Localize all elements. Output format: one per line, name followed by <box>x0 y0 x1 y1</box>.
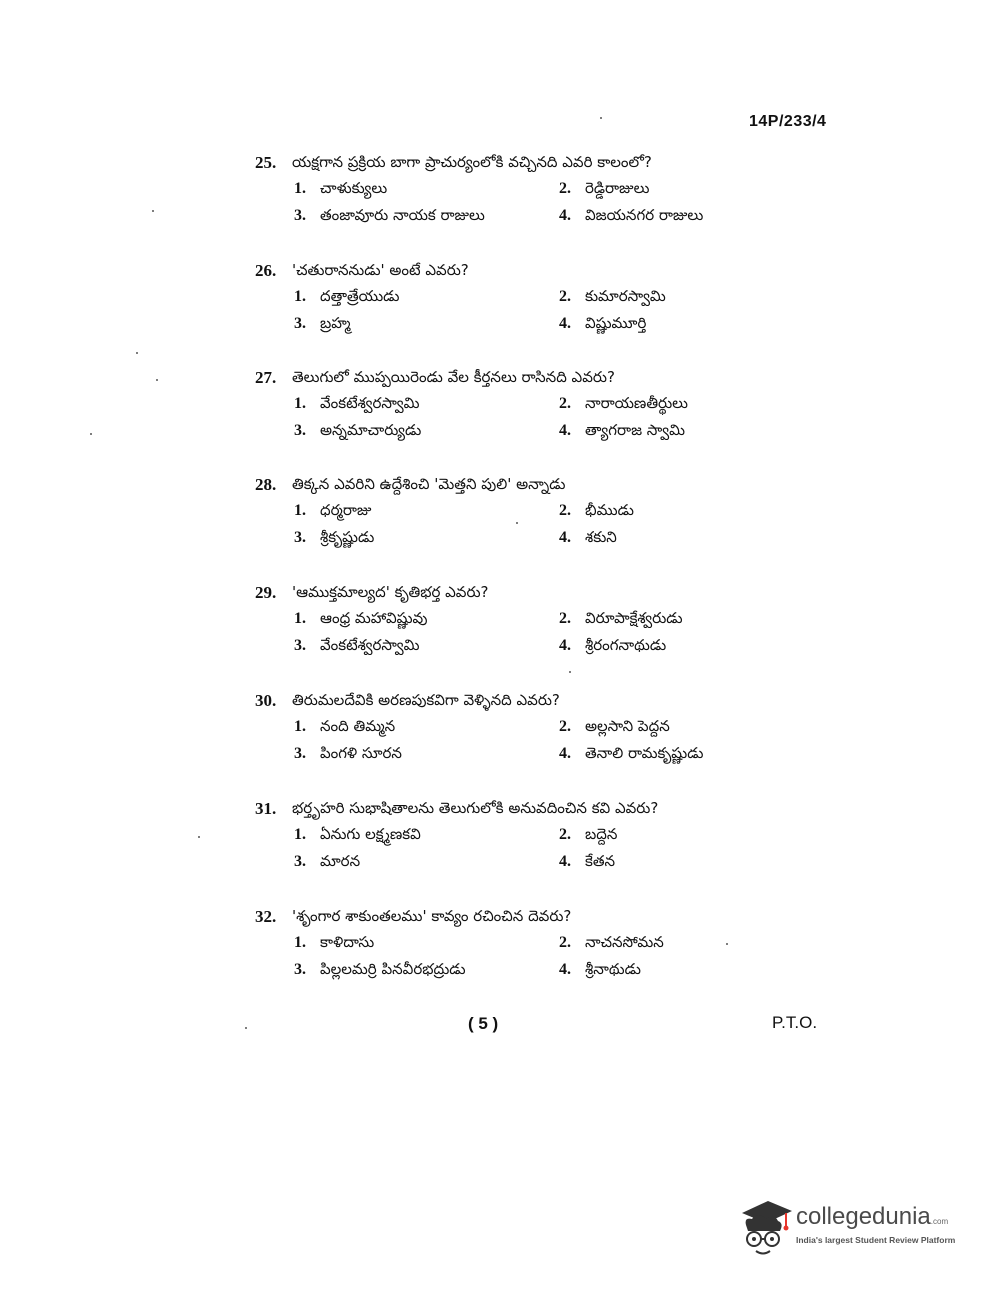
option-number: 2. <box>559 288 571 305</box>
option-3 <box>294 206 485 228</box>
option-number: 2. <box>559 610 571 627</box>
option-text: రెడ్డిరాజులు <box>585 179 650 197</box>
option-1 <box>294 717 395 739</box>
option-text: విష్ణుమూర్తి <box>585 314 647 332</box>
option-3 <box>294 314 351 336</box>
brand-suffix: .com <box>930 1217 949 1226</box>
question-number: 27. <box>255 368 277 387</box>
option-text: నారాయణతీర్థులు <box>585 394 688 412</box>
option-text: ఏనుగు లక్ష్మణకవి <box>320 825 421 843</box>
option-1 <box>294 825 421 847</box>
option-number: 3. <box>294 961 306 978</box>
option-number: 4. <box>559 637 571 654</box>
option-2 <box>559 394 688 416</box>
question-number: 30. <box>255 691 277 710</box>
scan-speck <box>198 836 200 838</box>
option-text: కాళిదాసు <box>320 933 375 951</box>
option-number: 4. <box>559 853 571 870</box>
option-number: 2. <box>559 502 571 519</box>
option-number: 4. <box>559 422 571 439</box>
scan-speck <box>156 379 158 381</box>
option-number: 4. <box>559 207 571 224</box>
scan-speck <box>152 210 154 212</box>
question-number: 26. <box>255 261 277 280</box>
question-text: తెలుగులో ముప్పయిరెండు వేల కీర్తనలు రాసినది ఎవరు? <box>292 368 615 386</box>
scan-speck <box>516 522 518 524</box>
option-number: 1. <box>294 934 306 951</box>
option-3 <box>294 744 402 766</box>
option-number: 1. <box>294 718 306 735</box>
option-number: 4. <box>559 961 571 978</box>
option-text: బద్దెన <box>585 825 618 843</box>
pto-label: P.T.O. <box>772 1013 818 1032</box>
option-3 <box>294 960 466 982</box>
option-number: 3. <box>294 207 306 224</box>
option-number: 4. <box>559 315 571 332</box>
option-1 <box>294 933 374 955</box>
option-text: కేతన <box>585 852 616 870</box>
option-number: 2. <box>559 934 571 951</box>
option-number: 3. <box>294 745 306 762</box>
option-2 <box>559 825 617 847</box>
option-number: 4. <box>559 529 571 546</box>
question-text: 'చతురాననుడు' అంటే ఎవరు? <box>292 261 469 279</box>
option-1 <box>294 501 371 523</box>
option-number: 1. <box>294 502 306 519</box>
question-text: భర్తృహరి సుభాషితాలను తెలుగులోకి అనువదించిన కవి ఎవరు? <box>292 799 659 817</box>
option-text: శ్రీనాథుడు <box>585 960 641 978</box>
option-1 <box>294 394 420 416</box>
option-1 <box>294 609 428 631</box>
option-number: 1. <box>294 288 306 305</box>
option-4 <box>559 314 646 336</box>
option-number: 1. <box>294 395 306 412</box>
option-text: చాళుక్యులు <box>320 179 388 197</box>
option-text: బ్రహ్మ <box>320 314 351 332</box>
option-number: 3. <box>294 422 306 439</box>
scan-speck <box>600 117 602 119</box>
option-4 <box>559 421 685 443</box>
option-1 <box>294 179 387 201</box>
question-27 <box>0 368 993 468</box>
option-2 <box>559 501 634 523</box>
question-text: 'ఆముక్తమాల్యద' కృతిభర్త ఎవరు? <box>292 583 489 601</box>
option-text: ఆంధ్ర మహావిష్ణువు <box>320 609 428 627</box>
option-text: వేంకటేశ్వరస్వామి <box>320 636 420 654</box>
question-29 <box>0 583 993 683</box>
option-1 <box>294 287 399 309</box>
option-text: భీముడు <box>585 501 634 519</box>
question-30 <box>0 691 993 791</box>
brand-tagline: India's largest Student Review Platform <box>796 1235 956 1245</box>
option-number: 2. <box>559 718 571 735</box>
option-text: వేంకటేశ్వరస్వామి <box>320 394 420 412</box>
question-number: 32. <box>255 907 277 926</box>
question-text: యక్షగాన ప్రక్రియ బాగా ప్రాచుర్యంలోకి వచ్చినది ఎవరి కాలంలో? <box>292 153 652 171</box>
question-25 <box>0 153 993 253</box>
option-text: శ్రీకృష్ణుడు <box>320 528 375 546</box>
option-text: తంజావూరు నాయక రాజులు <box>320 206 485 224</box>
option-text: అన్నమాచార్యుడు <box>320 421 422 439</box>
option-text: తెనాలి రామకృష్ణుడు <box>585 744 704 762</box>
scan-speck <box>90 433 92 435</box>
option-text: పింగళి సూరన <box>320 744 402 762</box>
option-number: 2. <box>559 180 571 197</box>
brand-name: collegedunia.com <box>796 1203 949 1230</box>
question-number: 29. <box>255 583 277 602</box>
option-3 <box>294 852 360 874</box>
option-text: అల్లసాని పెద్దన <box>585 717 670 735</box>
option-number: 4. <box>559 745 571 762</box>
option-text: త్యాగరాజ స్వామి <box>585 421 686 439</box>
option-3 <box>294 528 374 550</box>
option-2 <box>559 179 649 201</box>
option-number: 3. <box>294 853 306 870</box>
option-2 <box>559 717 670 739</box>
option-2 <box>559 287 666 309</box>
question-31 <box>0 799 993 899</box>
option-3 <box>294 421 421 443</box>
option-text: విరూపాక్షేశ్వరుడు <box>585 609 683 627</box>
option-text: కుమారస్వామి <box>585 287 666 305</box>
option-number: 2. <box>559 395 571 412</box>
option-4 <box>559 960 641 982</box>
option-number: 3. <box>294 637 306 654</box>
option-2 <box>559 609 683 631</box>
question-text: 'శృంగార శాకుంతలము' కావ్యం రచించిన దెవరు? <box>292 907 572 925</box>
scan-speck <box>569 671 571 673</box>
option-text: శకుని <box>585 528 617 546</box>
question-text: తిరుమలదేవికి అరణపుకవిగా వెళ్ళినది ఎవరు? <box>292 691 560 709</box>
option-2 <box>559 933 664 955</box>
collegedunia-watermark <box>738 1197 963 1263</box>
option-4 <box>559 206 703 228</box>
option-4 <box>559 636 666 658</box>
option-text: నంది తిమ్మన <box>320 717 396 735</box>
option-4 <box>559 744 703 766</box>
option-text: ధర్మరాజు <box>320 501 372 519</box>
option-3 <box>294 636 420 658</box>
option-text: శ్రీరంగనాథుడు <box>585 636 667 654</box>
question-number: 31. <box>255 799 277 818</box>
option-text: దత్తాత్రేయుడు <box>320 287 400 305</box>
question-text: తిక్కన ఎవరిని ఉద్దేశించి 'మెత్తని పులి' అన్నాడు <box>292 475 566 493</box>
scan-speck <box>245 1027 247 1029</box>
option-number: 1. <box>294 180 306 197</box>
scan-speck <box>726 943 728 945</box>
option-number: 3. <box>294 315 306 332</box>
mascot-logo-icon <box>738 1197 794 1259</box>
question-32 <box>0 907 993 1007</box>
question-28 <box>0 475 993 575</box>
option-text: విజయనగర రాజులు <box>585 206 704 224</box>
page-number: ( 5 ) <box>468 1014 499 1033</box>
option-4 <box>559 852 615 874</box>
option-number: 1. <box>294 610 306 627</box>
question-number: 28. <box>255 475 277 494</box>
option-text: పిల్లలమర్రి పినవీరభద్రుడు <box>320 960 466 978</box>
option-number: 3. <box>294 529 306 546</box>
option-text: నాచనసోమన <box>585 933 664 951</box>
question-number: 25. <box>255 153 277 172</box>
option-text: మారన <box>320 852 361 870</box>
option-number: 1. <box>294 826 306 843</box>
scan-speck <box>136 352 138 354</box>
question-26 <box>0 261 993 361</box>
paper-code: 14P/233/4 <box>749 113 827 130</box>
option-4 <box>559 528 617 550</box>
option-number: 2. <box>559 826 571 843</box>
